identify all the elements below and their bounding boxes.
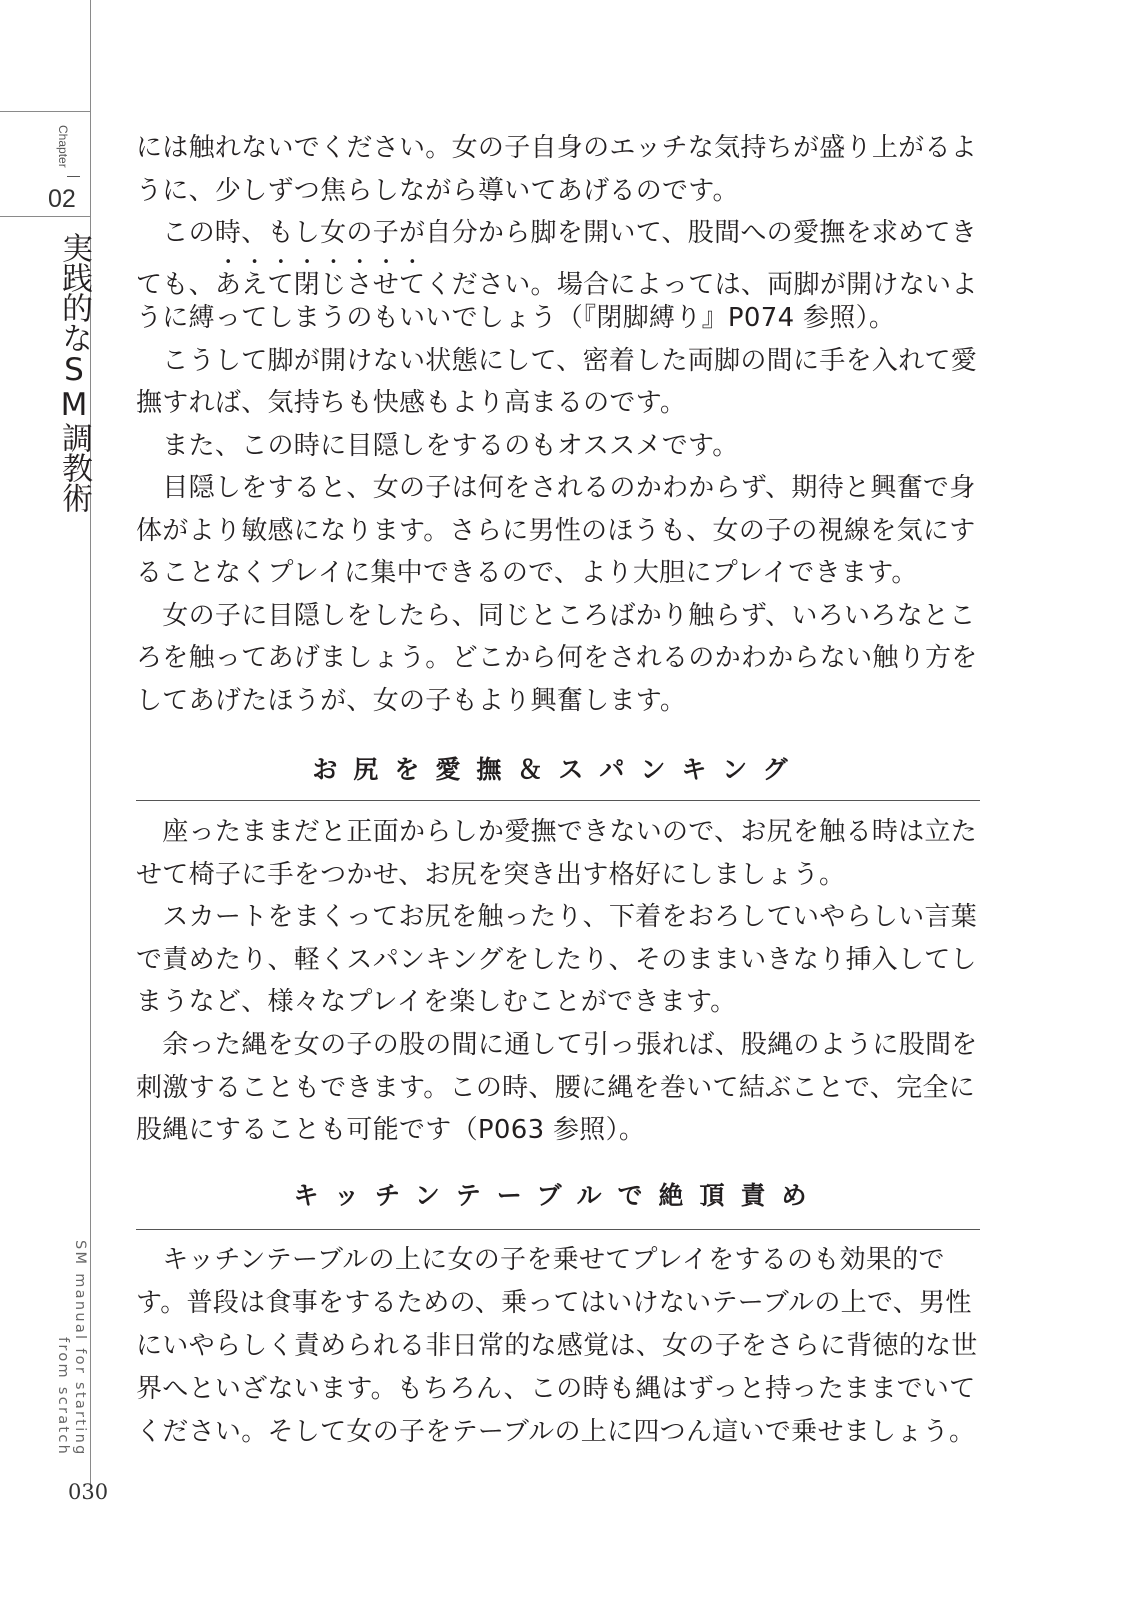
text-line: キッチンテーブルの上に女の子を乗せてプレイをするのも効果的で: [136, 1245, 945, 1275]
text-line: また、この時に目隠しをするのもオススメです。: [136, 430, 739, 461]
book-subtitle-line2: from scratch: [55, 1337, 71, 1457]
text-span: ください。場合によっては、両脚が開けないよ: [425, 269, 978, 300]
chapter-number: 02: [48, 185, 76, 213]
text-line: うに、少しずつ焦らしながら導いてあげるのです。: [136, 175, 739, 206]
text-line: 目隠しをすると、女の子は何をされるのかわからず、期待と興奮で身: [136, 473, 976, 503]
page-number: 030: [68, 1480, 109, 1504]
text-line: 座ったままだと正面からしか愛撫できないので、お尻を触る時は立た: [136, 817, 978, 847]
book-subtitle-line1: SM manual for starting: [72, 1240, 88, 1457]
text-span: ても、: [136, 269, 215, 300]
text-line: 刺激することもできます。この時、腰に縄を巻いて結ぶことで、完全に: [136, 1072, 976, 1103]
text-line: ることなくプレイに集中できるので、より大胆にプレイできます。: [136, 558, 918, 588]
text-line: ください。そして女の子をテーブルの上に四つん這いで乗せましょう。: [136, 1417, 976, 1447]
text-line: 女の子に目隠しをしたら、同じところばかり触らず、いろいろなとこ: [136, 600, 976, 631]
text-line: 股縄にすることも可能です（P063 参照）。: [136, 1115, 646, 1146]
section-heading: キッチンテーブルで絶頂責め: [293, 1181, 823, 1210]
chapter-label: Chapter: [56, 125, 70, 168]
text-line: せて椅子に手をつかせ、お尻を突き出す格好にしましょう。: [136, 859, 846, 890]
text-line: にいやらしく責められる非日常的な感覚は、女の子をさらに背徳的な世: [136, 1331, 978, 1361]
text-line: 余った縄を女の子の股の間に通して引っ張れば、股縄のように股間を: [136, 1030, 978, 1060]
emphasized-text: あえて閉じさせて: [214, 269, 426, 300]
text-line: この時、もし女の子が自分から脚を開いて、股間への愛撫を求めてき: [136, 218, 978, 248]
text-line: 撫すれば、気持ちも快感もより高まるのです。: [136, 388, 687, 418]
text-line: ろを触ってあげましょう。どこから何をされるのかわからない触り方を: [136, 643, 978, 673]
text-line: まうなど、様々なプレイを楽しむことができます。: [136, 987, 737, 1018]
chapter-tick: [67, 176, 80, 177]
text-line: こうして脚が開けない状態にして、密着した両脚の間に手を入れて愛: [136, 345, 978, 376]
text-line: で責めたり、軽くスパンキングをしたり、そのままいきなり挿入してし: [136, 944, 977, 975]
section-rule: [136, 800, 980, 801]
text-line: には触れないでください。女の子自身のエッチな気持ちが盛り上がるよ: [136, 133, 978, 163]
chapter-top-rule: [0, 111, 91, 112]
section-rule: [136, 1229, 980, 1230]
text-line: してあげたほうが、女の子もより興奮します。: [136, 685, 687, 716]
text-line: スカートをまくってお尻を触ったり、下着をおろしていやらしい言葉: [136, 902, 978, 933]
book-subtitle: [54, 1240, 88, 1457]
chapter-bottom-rule: [0, 216, 91, 217]
text-line: 体がより敏感になります。さらに男性のほうも、女の子の視線を気にす: [136, 515, 976, 546]
section-heading: お尻を愛撫＆スパンキング: [312, 755, 804, 784]
text-line: す。普段は食事をするための、乗ってはいけないテーブルの上で、男性: [136, 1288, 972, 1318]
text-line: うに縛ってしまうのもいいでしょう（『閉脚縛り』P074 参照）。: [136, 303, 896, 333]
chapter-title: 実践的なSM調教術: [56, 232, 92, 512]
text-line: 界へといざないます。もちろん、この時も縄はずっと持ったままでいて: [136, 1374, 976, 1404]
margin-divider: [90, 0, 91, 1490]
